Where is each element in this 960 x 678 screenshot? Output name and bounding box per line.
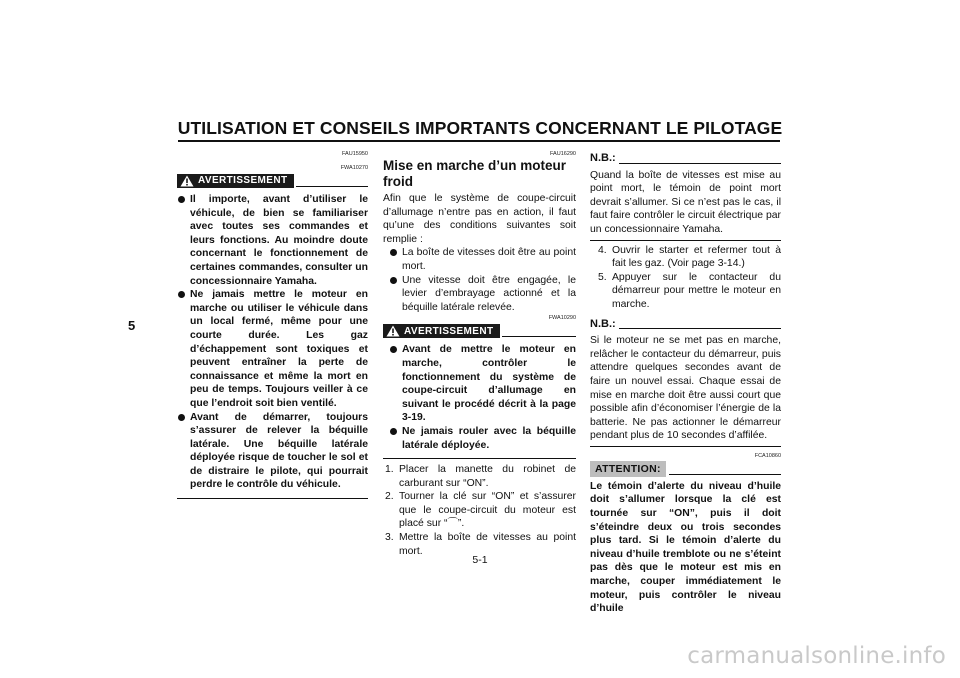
ref-code: FWA10290 [548,315,576,322]
list-item: Il importe, avant d’utiliser le véhicule, de bien se familiariser avec toutes ses commandes et leurs fonctions. Au moindre doute concernant le fonctionnement de certaines commandes, consulter un concessionnaire Yamaha. [177,193,368,288]
column-2 [383,150,576,558]
warning-list [177,193,368,492]
watermark: carmanualsonline.info [687,643,946,669]
step-item: 2. Tourner la clé sur “ON” et s’assurer que le coupe-circuit du moteur est placé sur “⌒”. [385,491,576,530]
intro-text: Afin que le système de coupe-circuit d’allumage n’entre pas en action, il faut qu’une des conditions suivantes soit remplie : [383,193,576,245]
warning-header [177,174,368,188]
bullet-icon [390,277,397,284]
column-1 [177,150,368,499]
list-item: Une vitesse doit être engagée, le levier d’embrayage actionné et la béquille latérale relevée. [389,274,576,315]
conditions-list [389,246,576,314]
header-rule [296,186,368,187]
attention-badge: ATTENTION: [590,461,666,477]
steps-list [596,244,781,312]
warning-triangle-icon [180,175,194,187]
bullet-icon [390,249,397,256]
section-end-rule [177,498,368,499]
list-item: La boîte de vitesses doit être au point mort. [389,246,576,273]
page-number: 5-1 [472,554,488,566]
steps-list [383,463,576,558]
list-item: Ne jamais mettre le moteur en marche ou utiliser le véhicule dans un local fermé, même pour une courte durée. Les gaz d’échappement sont toxiques et peuvent entraîner la perte de connaissance et même la mort en peu de temps. Toujours veiller à ce que l’endroit soit bien ventilé. [177,288,368,410]
header-rule [502,336,576,337]
ref-code: FAU15950 [342,151,368,157]
column-3 [590,150,781,616]
ref-code: FWA10270 [340,165,368,171]
attention-text: Le témoin d’alerte du niveau d’huile doit s’allumer lorsque la clé est tournée sur “ON”, puis il doit s’éteindre deux ou trois secondes plus tard. Si le témoin d’alerte du niveau d’huile tremblote ou ne s’éteint pas dès que le moteur est mis en marche, couper immédiatement le moteur, puis contrôler le niveau d’huile [590,480,781,615]
step-item: 1. Placer la manette du robinet de carburant sur “ON”. [385,464,576,489]
warning-triangle-icon [386,325,400,337]
warning-header [383,324,576,338]
note-label: N.B.: [590,317,616,330]
bullet-icon [178,414,185,421]
chapter-tab: 5 [128,318,136,333]
ref-code: FAU16290 [550,151,576,157]
note-end-rule [590,240,781,241]
warning-list [389,343,576,452]
warning-label: AVERTISSEMENT [198,175,288,187]
title-rule [178,140,780,142]
note-end-rule [590,446,781,447]
note-rule [619,163,781,164]
bullet-icon [390,428,397,435]
note-header [590,318,781,332]
step-item: 3. Mettre la boîte de vitesses au point mort. [385,532,576,557]
list-item: Ne jamais rouler avec la béquille latérale déployée. [389,425,576,452]
bullet-icon [178,196,185,203]
attention-header [590,461,781,477]
warning-label: AVERTISSEMENT [404,325,494,337]
note-rule [619,328,781,329]
note-header [590,152,781,166]
warning-badge [383,324,500,338]
list-item: Avant de démarrer, toujours s’assurer de relever la béquille latérale. Une béquille latérale déployée risque de toucher le sol et de distraire le pilote, qui pourrait perdre le contrôle du véhicule. [177,411,368,493]
step-item: 4. Ouvrir le starter et refermer tout à fait les gaz. (Voir page 3-14.) [598,244,781,270]
note-text: Quand la boîte de vitesses est mise au point mort, le témoin de point mort devrait s’allumer. Si ce n’est pas le cas, il faut faire contrôler le circuit électrique par un concessionnaire Yamaha. [590,169,781,235]
bullet-icon [178,291,185,298]
page-title: UTILISATION ET CONSEILS IMPORTANTS CONCERNANT LE PILOTAGE [177,118,783,138]
attention-rule [669,474,781,475]
ref-code: FCA10860 [754,452,781,459]
note-label: N.B.: [590,152,616,164]
note-text: Si le moteur ne se met pas en marche, relâcher le contacteur du démarreur, puis attendre quelques secondes avant de faire un nouvel essai. Chaque essai de mise en marche doit être aussi court que possible afin d’économiser l’énergie de la batterie. Ne pas actionner le démarreur pendant plus de 10 secondes d’affilée. [590,335,781,442]
warning-badge [177,174,294,188]
section-end-rule [383,458,576,459]
list-item: Avant de mettre le moteur en marche, contrôler le fonctionnement du système de coupe-circuit d’allumage en suivant le procédé décrit à la page 3-19. [389,343,576,425]
section-heading: Mise en marche d’un moteur froid [383,158,567,189]
step-item: 5. Appuyer sur le contacteur du démarreur pour mettre le moteur en marche. [598,271,781,310]
bullet-icon [390,346,397,353]
